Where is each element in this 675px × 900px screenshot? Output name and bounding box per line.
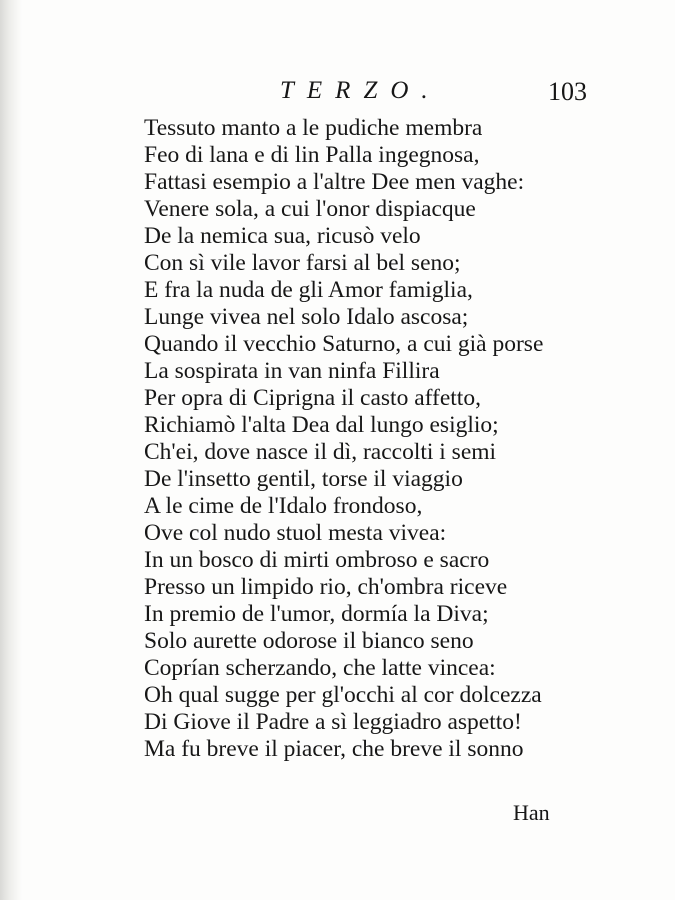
verse-line: Lunge vivea nel solo Idalo ascosa;: [144, 304, 469, 330]
verse-line: De la nemica sua, ricusò velo: [144, 223, 421, 249]
verse-line: Coprían scherzando, che latte vincea:: [144, 655, 496, 681]
verse-line: Solo aurette odorose il bianco seno: [144, 628, 474, 654]
verse-line: A le cime de l'Idalo frondoso,: [144, 493, 423, 519]
verse-line: Con sì vile lavor farsi al bel seno;: [144, 250, 461, 276]
verse-line: Oh qual sugge per gl'occhi al cor dolcezza: [144, 682, 542, 708]
verse-line: Presso un limpido rio, ch'ombra riceve: [144, 574, 508, 600]
verse-line: Ove col nudo stuol mesta vivea:: [144, 520, 447, 546]
verse-line: Feo di lana e di lin Palla ingegnosa,: [144, 142, 480, 168]
verse-line: Venere sola, a cui l'onor dispiacque: [144, 196, 476, 222]
verse-line: In premio de l'umor, dormía la Diva;: [144, 601, 489, 627]
verse-line: Per opra di Ciprigna il casto affetto,: [144, 385, 481, 411]
verse-line: Di Giove il Padre a sì leggiadro aspetto!: [144, 709, 522, 735]
verse-line: Tessuto manto a le pudiche membra: [144, 115, 483, 141]
running-head-title: TERZO.: [280, 77, 441, 104]
verse-line: Fattasi esempio a l'altre Dee men vaghe:: [144, 169, 525, 195]
verse-line: Richiamò l'alta Dea dal lungo esiglio;: [144, 412, 499, 438]
verse-line: Ma fu breve il piacer, che breve il sonno: [144, 736, 524, 762]
verse-line: Quando il vecchio Saturno, a cui già porse: [144, 331, 544, 357]
verse-line: E fra la nuda de gli Amor famiglia,: [144, 277, 473, 303]
poem-verses: [144, 115, 543, 763]
binding-gutter: [0, 0, 22, 900]
verse-line: La sospirata in van ninfa Fillira: [144, 358, 440, 384]
verse-line: Ch'ei, dove nasce il dì, raccolti i semi: [144, 439, 497, 465]
page-number: 103: [548, 77, 587, 106]
verse-line: De l'insetto gentil, torse il viaggio: [144, 466, 463, 492]
catchword: Han: [513, 800, 550, 825]
verse-line: In un bosco di mirti ombroso e sacro: [144, 547, 490, 573]
